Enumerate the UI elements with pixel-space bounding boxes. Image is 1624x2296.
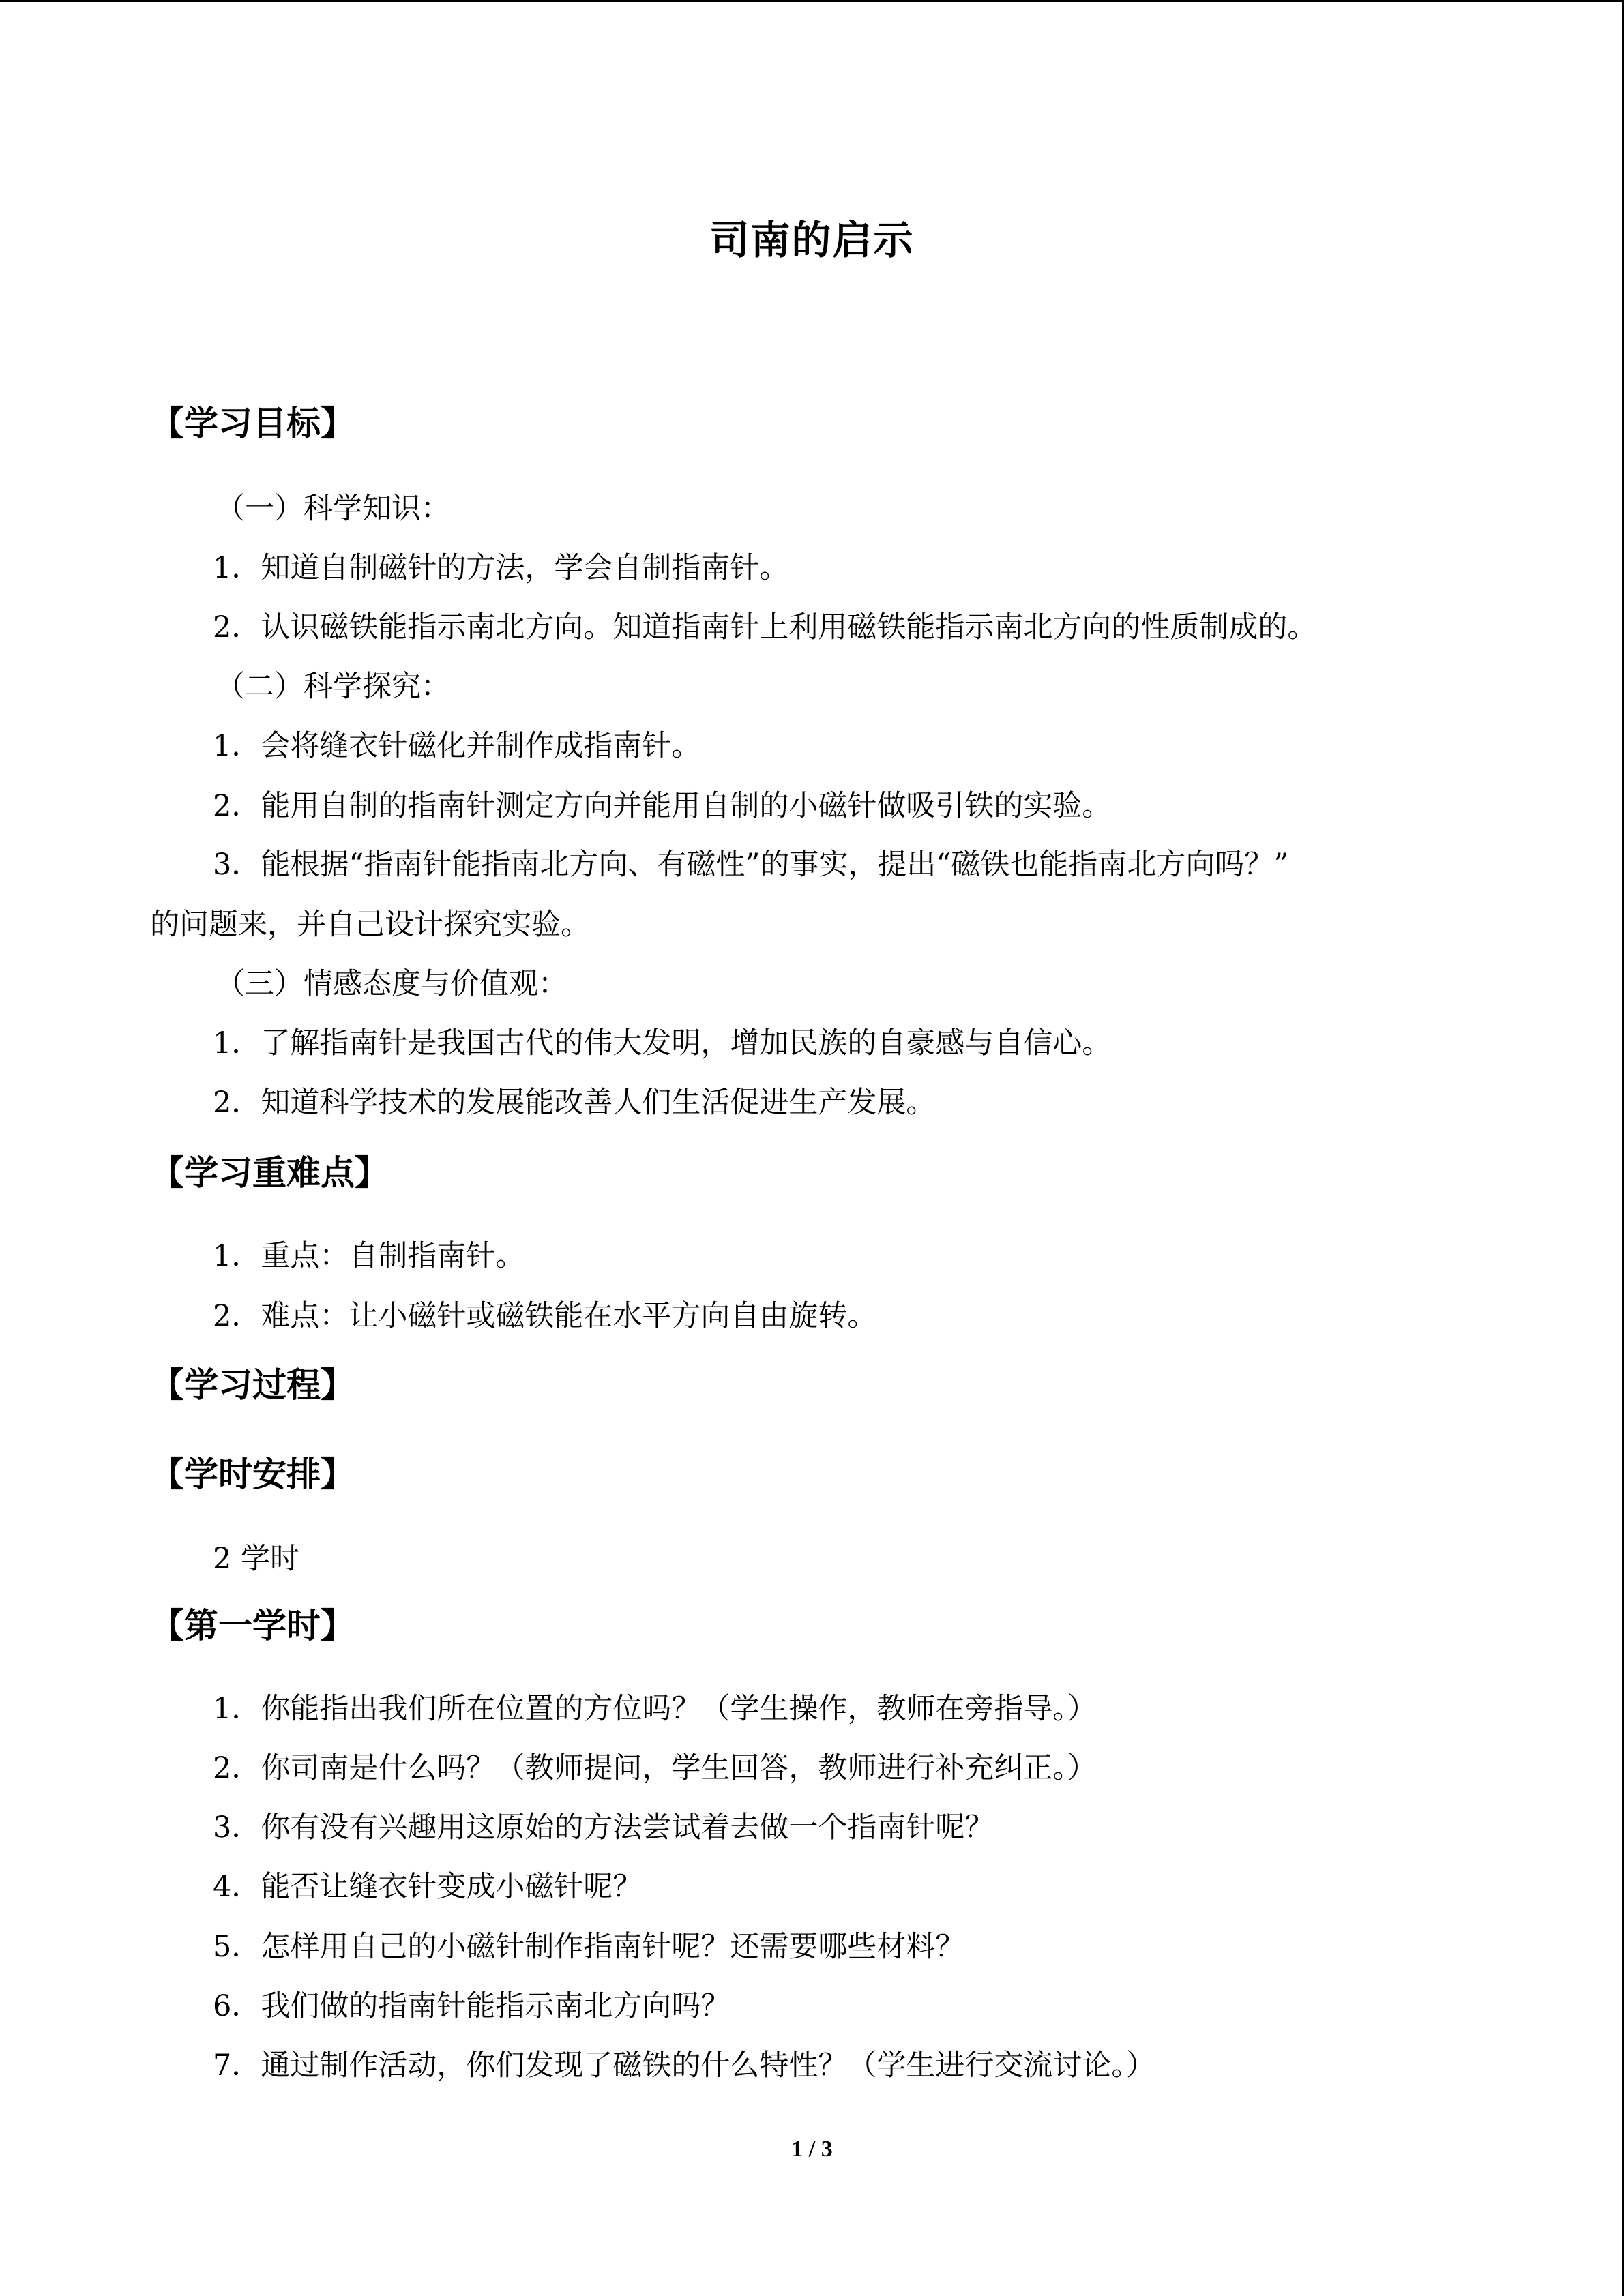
heading-key-difficult-points: 【学习重难点】 (150, 1153, 389, 1193)
heading-class-schedule: 【学时安排】 (150, 1455, 355, 1494)
list-item: 2．难点：让小磁针或磁铁能在水平方向自由旋转。 (213, 1299, 877, 1333)
list-item: 2．知道科学技术的发展能改善人们生活促进生产发展。 (213, 1086, 936, 1120)
subheading-attitudes-values: （三）情感态度与价值观： (216, 967, 567, 1001)
list-item: 2．认识磁铁能指示南北方向。知道指南针上利用磁铁能指示南北方向的性质制成的。 (213, 610, 1317, 644)
page-number: 1 / 3 (791, 2136, 833, 2162)
list-item: 3．能根据“指南针能指南北方向、有磁性”的事实，提出“磁铁也能指南北方向吗？” (213, 848, 1289, 882)
list-item: 4．能否让缝衣针变成小磁针呢？ (213, 1870, 643, 1904)
page-border-top (0, 0, 1624, 2)
schedule-text: 2 学时 (213, 1542, 300, 1576)
heading-learning-objectives: 【学习目标】 (150, 404, 355, 443)
list-item: 7．通过制作活动，你们发现了磁铁的什么特性？（学生进行交流讨论。） (213, 2048, 1155, 2083)
subheading-science-knowledge: （一）科学知识： (216, 492, 450, 526)
list-item: 5．怎样用自己的小磁针制作指南针呢？还需要哪些材料？ (213, 1930, 965, 1964)
list-item: 2．能用自制的指南针测定方向并能用自制的小磁针做吸引铁的实验。 (213, 789, 1112, 823)
list-item: 1．重点：自制指南针。 (213, 1239, 525, 1273)
heading-learning-process: 【学习过程】 (150, 1365, 355, 1405)
list-item: 6．我们做的指南针能指示南北方向吗？ (213, 1989, 730, 2023)
list-item: 1．知道自制磁针的方法，学会自制指南针。 (213, 551, 789, 585)
list-item: 3．你有没有兴趣用这原始的方法尝试着去做一个指南针呢？ (213, 1810, 994, 1845)
list-item-continuation: 的问题来，并自己设计探究实验。 (150, 908, 590, 942)
list-item: 1．会将缝衣针磁化并制作成指南针。 (213, 729, 701, 763)
subheading-science-inquiry: （二）科学探究： (216, 670, 450, 704)
heading-first-period: 【第一学时】 (150, 1606, 355, 1645)
document-title: 司南的启示 (709, 217, 915, 263)
list-item: 2．你司南是什么吗？（教师提问，学生回答，教师进行补充纠正。） (213, 1751, 1097, 1785)
list-item: 1．你能指出我们所在位置的方位吗？（学生操作，教师在旁指导。） (213, 1692, 1097, 1726)
list-item: 1．了解指南针是我国古代的伟大发明，增加民族的自豪感与自信心。 (213, 1026, 1112, 1060)
